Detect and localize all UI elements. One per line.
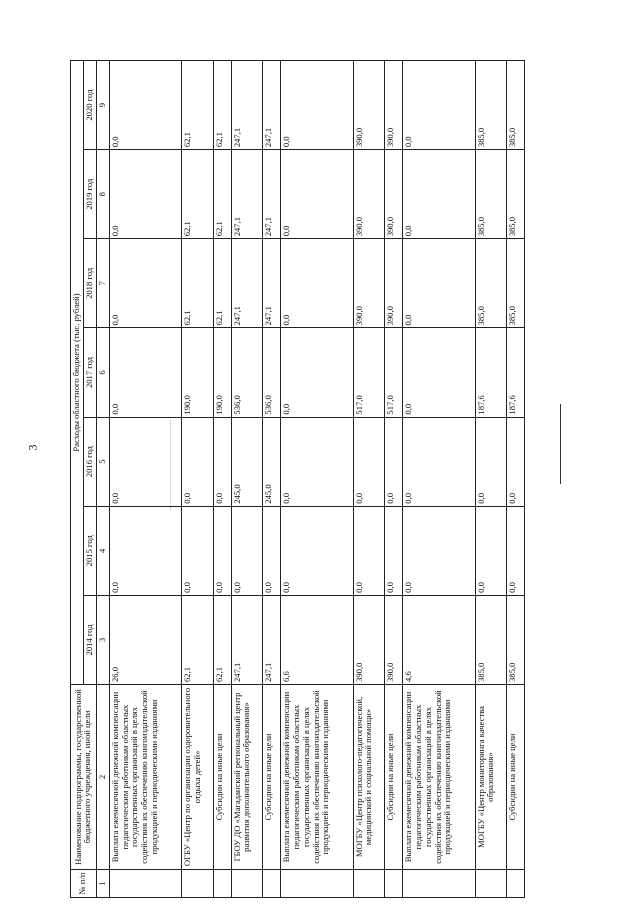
row-number-cell [507, 870, 525, 898]
value-cell: 390,0 [385, 150, 403, 239]
value-cell: 385,0 [507, 239, 525, 328]
table-row [109, 61, 182, 898]
row-name-cell: Выплата ежемесячной денежной компенсации педагогическим работникам областных государственных организаций в целях содействия их обеспечению книгоиздательской продукцией и периодическими изданиями [109, 685, 182, 870]
col-no-header: № п/п [71, 870, 97, 898]
value-cell: 536,0 [231, 328, 263, 417]
value-cell: 390,0 [385, 61, 403, 150]
value-cell: 6,6 [280, 595, 353, 684]
row-number-cell [263, 870, 281, 898]
table-row [475, 61, 507, 898]
year-header: 2017 год [83, 328, 96, 417]
row-name-cell: МОГБУ «Центр мониторинга качества образования» [475, 685, 507, 870]
value-cell: 0,0 [109, 417, 182, 506]
page-number: 3 [25, 444, 40, 451]
row-name-cell: МОГБУ «Центр психолого-педагогической, медицинской и социальной помощи» [353, 685, 385, 870]
index-cell: 3 [96, 595, 109, 684]
value-cell: 0,0 [353, 417, 385, 506]
value-cell: 0,0 [507, 417, 525, 506]
row-name-cell: Субсидии на иные цели [385, 685, 403, 870]
year-header: 2018 год [83, 239, 96, 328]
table-row [402, 61, 475, 898]
value-cell: 0,0 [109, 61, 182, 150]
table-row [182, 61, 214, 898]
value-cell: 0,0 [507, 506, 525, 595]
value-cell: 385,0 [475, 595, 507, 684]
value-cell: 390,0 [385, 595, 403, 684]
index-cell: 2 [96, 685, 109, 870]
value-cell: 390,0 [353, 61, 385, 150]
value-cell: 247,1 [263, 239, 281, 328]
year-header: 2020 год [83, 61, 96, 150]
row-number-cell [109, 870, 182, 898]
value-cell: 62,1 [213, 239, 231, 328]
value-cell: 62,1 [182, 595, 214, 684]
value-cell: 245,0 [263, 417, 281, 506]
value-cell: 390,0 [353, 239, 385, 328]
row-name-cell: Субсидии на иные цели [263, 685, 281, 870]
value-cell: 187,6 [475, 328, 507, 417]
value-cell: 247,1 [231, 61, 263, 150]
value-cell: 385,0 [507, 150, 525, 239]
value-cell: 385,0 [475, 150, 507, 239]
index-cell: 5 [96, 417, 109, 506]
rotated-table-wrapper [70, 60, 525, 898]
index-cell: 6 [96, 328, 109, 417]
value-cell: 0,0 [109, 150, 182, 239]
row-number-cell [402, 870, 475, 898]
value-cell: 0,0 [385, 417, 403, 506]
budget-group-header: Расходы областного бюджета (тыс. рублей) [71, 61, 84, 685]
value-cell: 26,0 [109, 595, 182, 684]
value-cell: 62,1 [213, 61, 231, 150]
row-name-cell: ОГБУ «Центр по организации оздоровительного отдыха детей» [182, 685, 214, 870]
row-number-cell [182, 870, 214, 898]
value-cell: 0,0 [353, 506, 385, 595]
index-cell: 7 [96, 239, 109, 328]
value-cell: 0,0 [182, 506, 214, 595]
row-number-cell [213, 870, 231, 898]
value-cell: 247,1 [231, 239, 263, 328]
col-name-header: Наименование подпрограммы, государственной бюджетного учреждения, иной цели [71, 685, 97, 870]
value-cell: 390,0 [385, 239, 403, 328]
year-header: 2015 год [83, 506, 96, 595]
index-cell: 4 [96, 506, 109, 595]
index-cell: 8 [96, 150, 109, 239]
row-name-cell: Выплата ежемесячной денежной компенсации педагогическим работникам областных государственных организаций в целях содействия их обеспечению книгоиздательской продукцией и периодическими изданиями [402, 685, 475, 870]
value-cell: 0,0 [109, 239, 182, 328]
value-cell: 0,0 [109, 328, 182, 417]
value-cell: 187,6 [507, 328, 525, 417]
value-cell: 0,0 [402, 150, 475, 239]
value-cell: 0,0 [475, 417, 507, 506]
separator-line [560, 404, 561, 484]
value-cell: 385,0 [507, 595, 525, 684]
value-cell: 247,1 [263, 150, 281, 239]
value-cell: 0,0 [402, 417, 475, 506]
value-cell: 390,0 [353, 595, 385, 684]
row-number-cell [385, 870, 403, 898]
value-cell: 0,0 [213, 417, 231, 506]
value-cell: 190,0 [182, 328, 214, 417]
value-cell: 245,0 [231, 417, 263, 506]
value-cell: 247,1 [231, 595, 263, 684]
value-cell: 385,0 [475, 239, 507, 328]
row-number-cell [475, 870, 507, 898]
year-header: 2016 год [83, 417, 96, 506]
value-cell: 247,1 [263, 61, 281, 150]
value-cell: 385,0 [475, 61, 507, 150]
value-cell: 0,0 [280, 150, 353, 239]
index-row [96, 61, 109, 898]
value-cell: 62,1 [213, 595, 231, 684]
table-row [213, 61, 231, 898]
value-cell: 62,1 [182, 239, 214, 328]
index-cell: 1 [96, 870, 109, 898]
value-cell: 247,1 [263, 595, 281, 684]
value-cell: 0,0 [280, 417, 353, 506]
row-number-cell [231, 870, 263, 898]
table-row [263, 61, 281, 898]
value-cell: 247,1 [231, 150, 263, 239]
value-cell: 517,0 [385, 328, 403, 417]
budget-table [70, 60, 525, 898]
value-cell: 517,0 [353, 328, 385, 417]
value-cell: 0,0 [280, 61, 353, 150]
value-cell: 0,0 [280, 239, 353, 328]
value-cell: 0,0 [263, 506, 281, 595]
row-name-cell: Субсидии на иные цели [507, 685, 525, 870]
index-cell: 9 [96, 61, 109, 150]
table-row [353, 61, 385, 898]
value-cell: 0,0 [213, 506, 231, 595]
table-row [280, 61, 353, 898]
value-cell: 0,0 [402, 506, 475, 595]
value-cell: 0,0 [231, 506, 263, 595]
row-name-cell: Субсидии на иные цели [213, 685, 231, 870]
value-cell: 0,0 [182, 417, 214, 506]
value-cell: 0,0 [475, 506, 507, 595]
table-row [385, 61, 403, 898]
value-cell: 62,1 [182, 150, 214, 239]
row-number-cell [353, 870, 385, 898]
value-cell: 4,6 [402, 595, 475, 684]
value-cell: 0,0 [280, 328, 353, 417]
value-cell: 62,1 [213, 150, 231, 239]
year-header: 2014 год [83, 595, 96, 684]
value-cell: 0,0 [402, 328, 475, 417]
value-cell: 0,0 [402, 239, 475, 328]
value-cell: 190,0 [213, 328, 231, 417]
value-cell: 0,0 [402, 61, 475, 150]
value-cell: 536,0 [263, 328, 281, 417]
row-name-cell: ГБОУ ДО «Магаданский региональный центр развития дополнительного образования» [231, 685, 263, 870]
value-cell: 62,1 [182, 61, 214, 150]
value-cell: 385,0 [507, 61, 525, 150]
value-cell: 0,0 [385, 506, 403, 595]
year-header: 2019 год [83, 150, 96, 239]
table-row [507, 61, 525, 898]
row-name-cell: Выплата ежемесячной денежной компенсации педагогическим работникам областных государственных организаций в целях содействия их обеспечению книгоиздательской продукцией и периодическими изданиями [280, 685, 353, 870]
table-row [231, 61, 263, 898]
value-cell: 0,0 [109, 506, 182, 595]
value-cell: 390,0 [353, 150, 385, 239]
value-cell: 0,0 [280, 506, 353, 595]
row-number-cell [280, 870, 353, 898]
